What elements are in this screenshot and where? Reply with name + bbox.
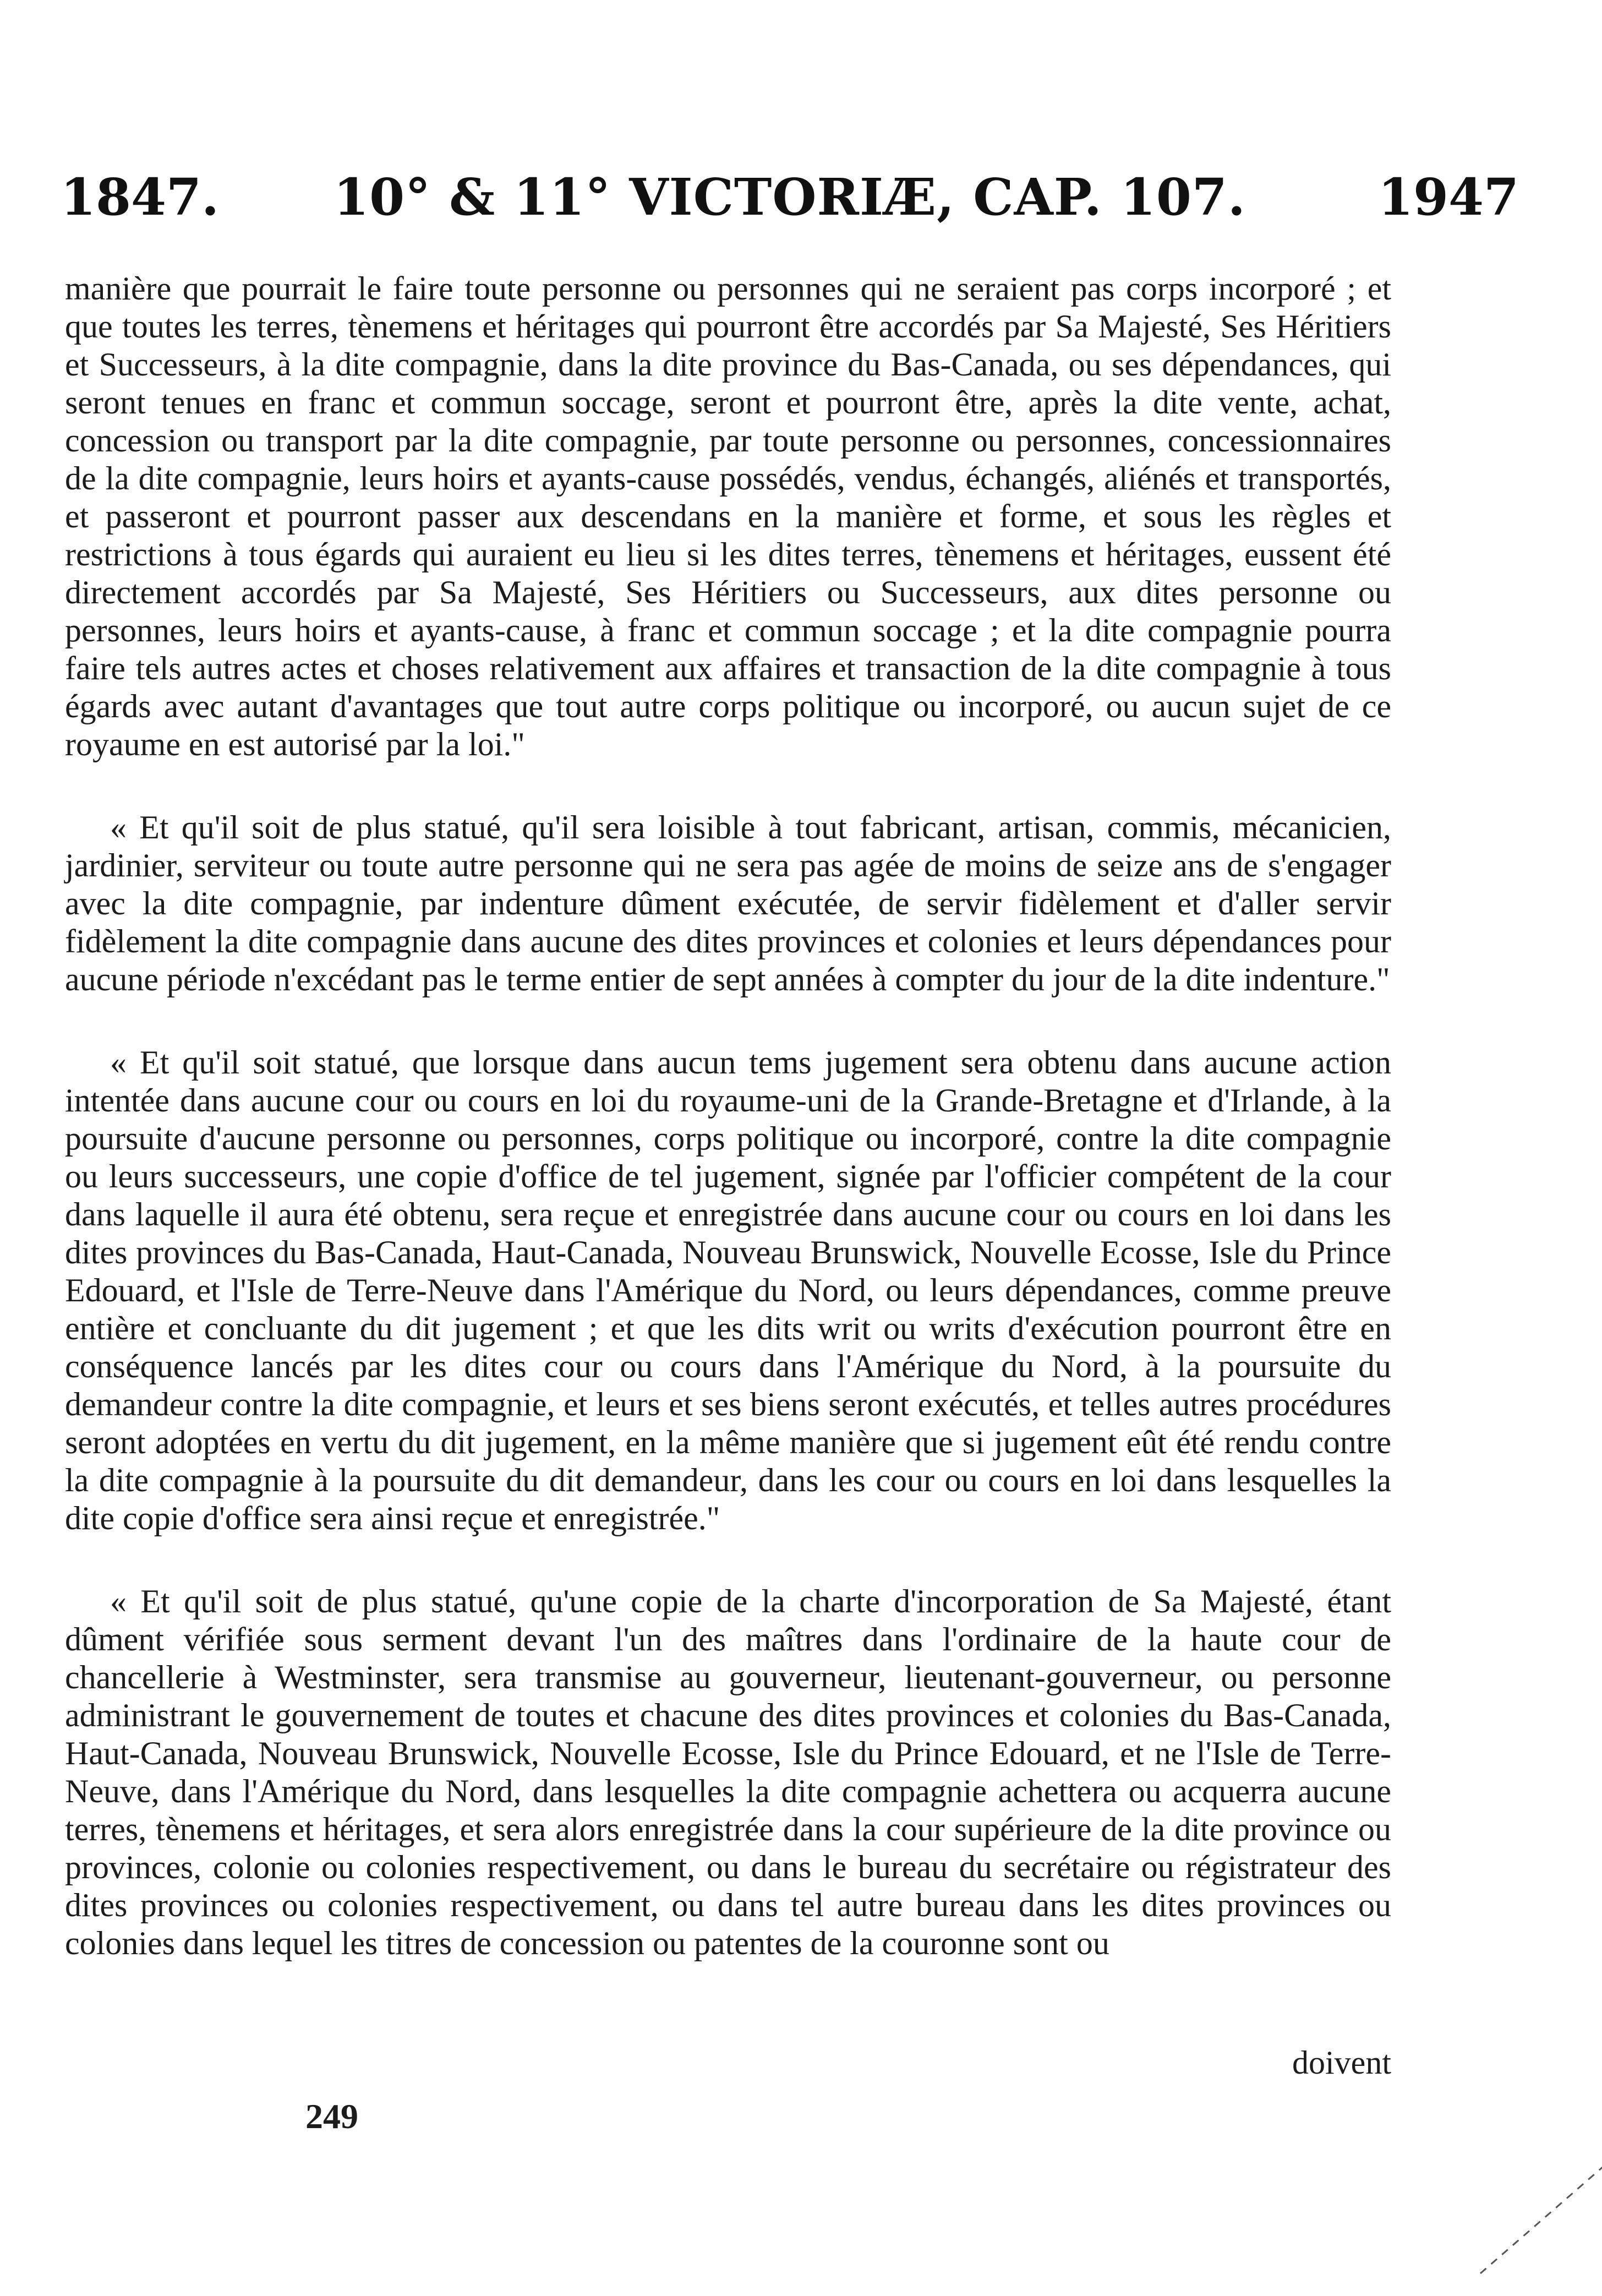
paragraph-indenture: « Et qu'il soit de plus statué, qu'il sera loisible à tout fabricant, artisan, commis, mécanicien, jardinier, serviteur ou toute autre personne qui ne sera pas agée de moins de seize ans de s'engager avec la dite compagnie, par indenture dûment exécutée, de servir fidèlement et d'aller servir fidèlement la dite compagnie dans aucune des dites provinces et colonies et leurs dépendances pour aucune période n'excédant pas le terme entier de sept années à compter du jour de la dite indenture." [65, 809, 1391, 997]
body-text [65, 270, 1391, 1962]
running-header [61, 159, 1519, 236]
paragraph-judgment: « Et qu'il soit statué, que lorsque dans aucun tems jugement sera obtenu dans aucune action intentée dans aucune cour ou cours en loi du royaume-uni de la Grande-Bretagne et d'Irlande, à la poursuite d'aucune personne ou personnes, corps politique ou incorporé, contre la dite compagnie ou leurs successeurs, une copie d'office de tel jugement, signée par l'officier compétent de la cour dans laquelle il aura été obtenu, sera reçue et enregistrée dans aucune cour ou cours en loi dans les dites provinces du Bas-Canada, Haut-Canada, Nouveau Brunswick, Nouvelle Ecosse, Isle du Prince Edouard, et l'Isle de Terre-Neuve dans l'Amérique du Nord, ou leurs dépendances, comme preuve entière et concluante du dit jugement ; et que les dits writ ou writs d'exécution pourront être en conséquence lancés par les dites cour ou cours dans l'Amérique du Nord, à la poursuite du demandeur contre la dite compagnie, et leurs et ses biens seront exécutés, et telles autres procédures seront adoptées en vertu du dit jugement, en la même manière que si jugement eût été rendu contre la dite compagnie à la poursuite du dit demandeur, dans les cour ou cours en loi dans lesquelles la dite copie d'office sera ainsi reçue et enregistrée." [65, 1044, 1391, 1536]
page-number: 1947 [1377, 167, 1519, 227]
catchword: doivent [1292, 2044, 1391, 2081]
paragraph-continuation: manière que pourrait le faire toute personne ou personnes qui ne seraient pas corps incorporé ; et que toutes les terres, tènemens et héritages qui pourront être accordés par Sa Majesté, Ses Héritiers et Successeurs, à la dite compagnie, dans la dite province du Bas-Canada, ou ses dépendances, qui seront tenues en franc et commun soccage, seront et pourront être, après la dite vente, achat, concession ou transport par la dite compagnie, par toute personne ou personnes, concessionnaires de la dite compagnie, leurs hoirs et ayants-cause possédés, vendus, échangés, aliénés et transportés, et passeront et pourront passer aux descendans en la manière et forme, et sous les règles et restrictions à tous égards qui auraient eu lieu si les dites terres, tènemens et héritages, eussent été directement accordés par Sa Majesté, Ses Héritiers ou Successeurs, aux dites personne ou personnes, leurs hoirs et ayants-cause, à franc et commun soccage ; et la dite compagnie pourra faire tels autres actes et choses relativement aux affaires et transaction de la dite compagnie à tous égards avec autant d'avantages que tout autre corps politique ou incorporé, ou aucun sujet de ce royaume en est autorisé par la loi." [65, 270, 1391, 762]
paragraph-charter-copy: « Et qu'il soit de plus statué, qu'une copie de la charte d'incorporation de Sa Majesté, étant dûment vérifiée sous serment devant l'un des maîtres dans l'ordinaire de la haute cour de chancellerie à Westminster, sera transmise au gouverneur, lieutenant-gouverneur, ou personne administrant le gouvernement de toutes et chacune des dites provinces et colonies du Bas-Canada, Haut-Canada, Nouveau Brunswick, Nouvelle Ecosse, Isle du Prince Edouard, et ne l'Isle de Terre-Neuve, dans l'Amérique du Nord, dans lesquelles la dite compagnie achettera ou acquerra aucune terres, tènemens et héritages, et sera alors enregistrée dans la cour supérieure de la dite province ou provinces, colonie ou colonies respectivement, ou dans le bureau du secrétaire ou régistrateur des dites provinces ou colonies respectivement, ou dans tel autre bureau dans les dites provinces ou colonies dans lequel les titres de concession ou patentes de la couronne sont ou [65, 1583, 1391, 1961]
signature-mark: 249 [305, 2097, 358, 2136]
stray-pen-mark [1475, 2158, 1602, 2279]
header-title: 10° & 11° VICTORIÆ, CAP. 107. [333, 167, 1246, 227]
header-year: 1847. [61, 167, 220, 227]
